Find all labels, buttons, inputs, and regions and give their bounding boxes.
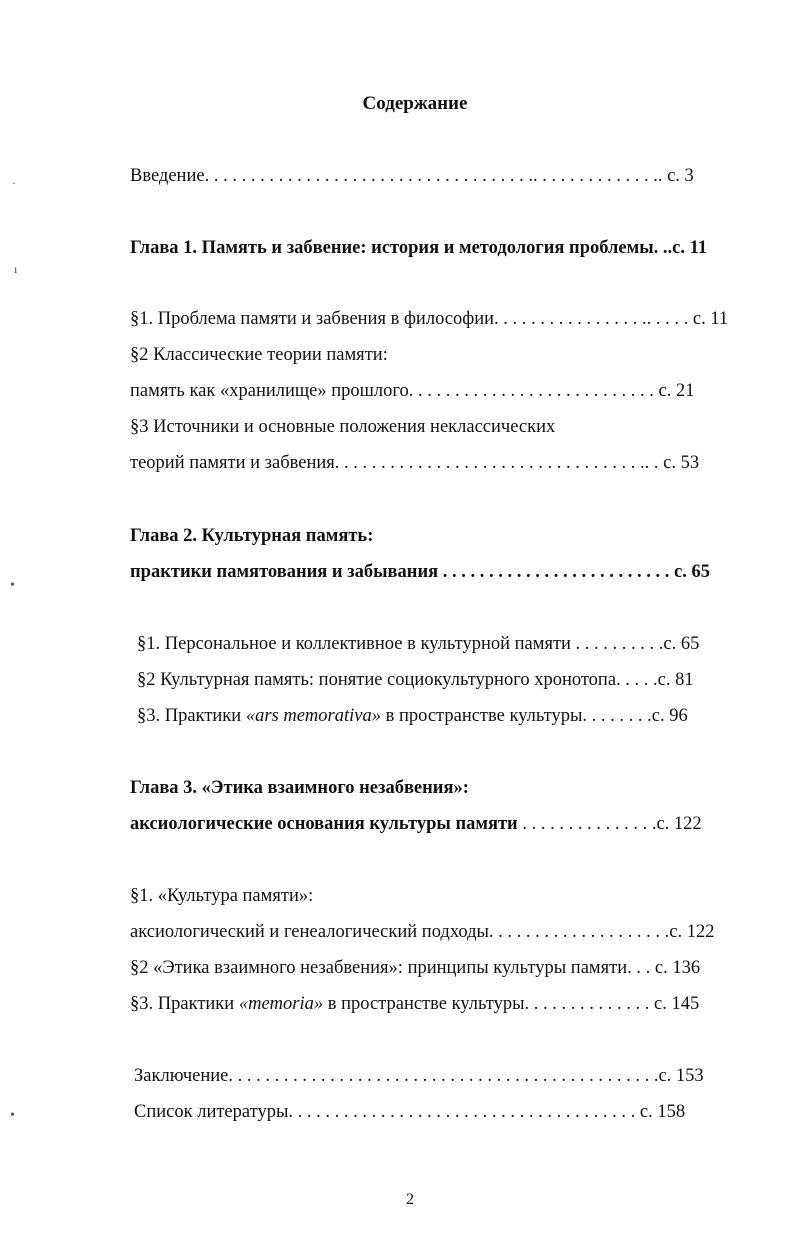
toc-section-3-3 xyxy=(130,992,699,1016)
toc-section-2-1: §1. Персональное и коллективное в культурной памяти . . . . . . . . . .с. 65 xyxy=(137,634,700,654)
toc-section-3-1-line2: аксиологический и генеалогический подходы. . . . . . . . . . . . . . . . . . . .с. 122 xyxy=(130,922,715,942)
toc-section-1-3-line2: теорий памяти и забвения. . . . . . . . . . . . . . . . . . . . . . . . . . . . . . . . . .. . с. 53 xyxy=(130,453,700,473)
toc-chapter-1: Глава 1. Память и забвение: история и методология проблемы. ..с. 11 xyxy=(130,238,708,258)
toc-chapter-3-line1: Глава 3. «Этика взаимного незабвения»: xyxy=(130,778,469,798)
toc-section-3-1-line1: §1. «Культура памяти»: xyxy=(130,886,314,906)
toc-chapter-3-bold: аксиологические основания культуры памяти xyxy=(130,814,518,834)
page-number: 2 xyxy=(406,1191,414,1208)
toc-section-2-3-italic: «ars memorativa» xyxy=(245,706,381,726)
toc-section-1-2-line1: §2 Классические теории памяти: xyxy=(130,345,388,365)
scan-speck: • xyxy=(10,578,15,593)
scan-speck: • xyxy=(10,1108,15,1123)
toc-section-1-3-line1: §3 Источники и основные положения неклассических xyxy=(130,417,556,437)
toc-chapter-3-suffix: . . . . . . . . . . . . . . .с. 122 xyxy=(517,814,702,834)
toc-section-2-3-prefix: §3. Практики xyxy=(137,706,246,726)
toc-section-2-3-suffix: в пространстве культуры. . . . . . . .с. 96 xyxy=(380,706,688,726)
scan-speck: · xyxy=(12,176,16,190)
toc-chapter-3-line2 xyxy=(130,812,702,836)
scan-speck: ı xyxy=(14,262,18,276)
toc-section-3-2: §2 «Этика взаимного незабвения»: принципы культуры памяти. . . с. 136 xyxy=(130,958,701,978)
page-title: Содержание xyxy=(362,93,468,114)
toc-section-2-3 xyxy=(137,704,688,728)
toc-section-1-1: §1. Проблема памяти и забвения в философии. . . . . . . . . . . . . . . . .. . . . . с. 11 xyxy=(130,309,729,329)
toc-entry-bibliography: Список литературы. . . . . . . . . . . . . . . . . . . . . . . . . . . . . . . . . . . . . . с. 158 xyxy=(134,1102,686,1122)
toc-chapter-2-line1: Глава 2. Культурная память: xyxy=(130,526,374,546)
toc-chapter-2-line2: практики памятования и забывания . . . . . . . . . . . . . . . . . . . . . . . . . с. 65 xyxy=(130,562,710,582)
toc-entry-introduction: Введение. . . . . . . . . . . . . . . . . . . . . . . . . . . . . . . . . . . .. . . . . . . . . . . . . .. с. 3 xyxy=(130,166,694,186)
toc-entry-conclusion: Заключение. . . . . . . . . . . . . . . . . . . . . . . . . . . . . . . . . . . . . . . . . . . . . . .с. 153 xyxy=(134,1066,704,1086)
toc-section-3-3-italic: «memoria» xyxy=(238,994,324,1014)
toc-section-3-3-suffix: в пространстве культуры. . . . . . . . . . . . . . с. 145 xyxy=(323,994,700,1014)
toc-section-3-3-prefix: §3. Практики xyxy=(130,994,239,1014)
toc-section-1-2-line2: память как «хранилище» прошлого. . . . . . . . . . . . . . . . . . . . . . . . . . . с. 21 xyxy=(130,381,695,401)
toc-section-2-2: §2 Культурная память: понятие социокультурного хронотопа. . . . .с. 81 xyxy=(137,670,694,690)
